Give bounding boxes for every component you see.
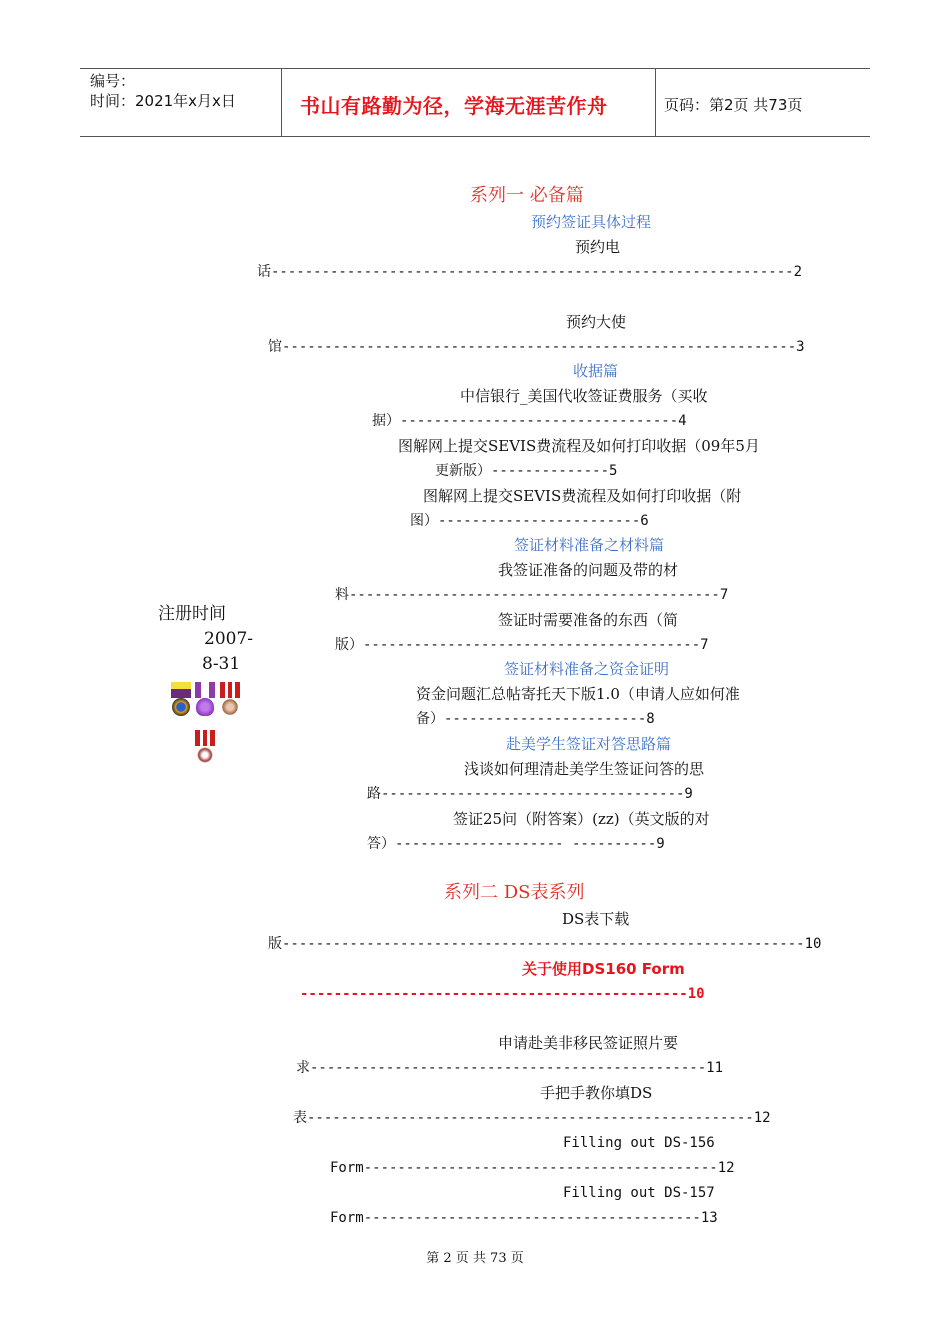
medal-badge-2-icon (193, 682, 217, 722)
toc-entry-brief-list-line1[interactable]: 签证时需要准备的东西（简 (498, 611, 679, 629)
header-divider-left (281, 68, 282, 136)
toc-entry-25-questions-line2[interactable]: 答）-------------------- ----------9 (367, 836, 665, 852)
page-footer: 第 2 页 共 73 页 (426, 1251, 524, 1266)
toc-entry-ds156-line2[interactable]: Form------------------------------------------12 (330, 1160, 735, 1176)
toc-entry-sevis-illustrated-line1[interactable]: 图解网上提交SEVIS费流程及如何打印收据（附 (423, 487, 742, 505)
toc-entry-sevis-updated-line2[interactable]: 更新版）--------------5 (435, 463, 618, 479)
toc-entry-ds157-line1[interactable]: Filling out DS-157 (563, 1185, 715, 1201)
toc-entry-fill-ds-line2[interactable]: 表-----------------------------------------------------12 (293, 1110, 771, 1126)
toc-entry-fill-ds-line1[interactable]: 手把手教你填DS (540, 1084, 653, 1102)
toc-entry-interview-thoughts-line2[interactable]: 路------------------------------------9 (367, 786, 693, 802)
toc-entry-25-questions-line1[interactable]: 签证25问（附答案）(zz)（英文版的对 (453, 810, 710, 828)
toc-entry-citic-line1[interactable]: 中信银行_美国代收签证费服务（买收 (460, 387, 708, 405)
toc-entry-ds156-line1[interactable]: Filling out DS-156 (563, 1135, 715, 1151)
toc-entry-phone-line2[interactable]: 话--------------------------------------------------------------2 (257, 264, 803, 280)
medal-badge-1-icon (169, 682, 193, 722)
toc-entry-ds-download-line1[interactable]: DS表下载 (562, 910, 630, 928)
header-motto: 书山有路勤为径，学海无涯苦作舟 (300, 94, 608, 118)
toc-entry-ds160-line1[interactable]: 关于使用DS160 Form (522, 960, 685, 978)
toc-entry-ds160-line2[interactable]: ----------------------------------------------10 (300, 986, 705, 1002)
register-date: 8-31 (202, 654, 241, 674)
toc-entry-sevis-illustrated-line2[interactable]: 图）------------------------6 (410, 513, 649, 529)
medal-badge-4-icon (193, 730, 217, 770)
header-top-rule (80, 68, 870, 69)
toc-entry-sevis-updated-line1[interactable]: 图解网上提交SEVIS费流程及如何打印收据（09年5月 (398, 437, 760, 455)
toc-entry-ds-download-line2[interactable]: 版--------------------------------------------------------------10 (268, 936, 822, 952)
toc-entry-photo-requirements-line2[interactable]: 求-----------------------------------------------11 (296, 1060, 724, 1076)
document-number-label: 编号： (90, 72, 136, 90)
series1-subheading-materials[interactable]: 签证材料准备之材料篇 (514, 536, 665, 554)
toc-entry-embassy-line2[interactable]: 馆-------------------------------------------------------------3 (268, 339, 805, 355)
series2-title: 系列二 DS表系列 (444, 882, 585, 903)
series1-subheading-interview[interactable]: 赴美学生签证对答思路篇 (506, 735, 672, 753)
toc-entry-interview-thoughts-line1[interactable]: 浅谈如何理清赴美学生签证问答的思 (464, 760, 705, 778)
toc-entry-funds-summary-line1[interactable]: 资金问题汇总帖寄托天下版1.0（申请人应如何准 (416, 685, 740, 703)
series1-subheading-funds[interactable]: 签证材料准备之资金证明 (504, 660, 670, 678)
toc-entry-phone-line1[interactable]: 预约电 (575, 238, 621, 256)
toc-entry-my-materials-line2[interactable]: 料--------------------------------------------7 (335, 587, 729, 603)
series1-subheading-appointment[interactable]: 预约签证具体过程 (531, 213, 652, 231)
toc-entry-ds157-line2[interactable]: Form----------------------------------------13 (330, 1210, 718, 1226)
toc-entry-embassy-line1[interactable]: 预约大使 (566, 313, 627, 331)
register-year: 2007- (204, 629, 254, 649)
register-time-label: 注册时间 (158, 604, 226, 624)
header-bottom-rule (80, 136, 870, 137)
toc-entry-photo-requirements-line1[interactable]: 申请赴美非移民签证照片要 (498, 1034, 679, 1052)
header-divider-right (655, 68, 656, 136)
toc-entry-brief-list-line2[interactable]: 版）----------------------------------------7 (335, 637, 709, 653)
toc-entry-funds-summary-line2[interactable]: 备）------------------------8 (416, 711, 655, 727)
series1-subheading-receipts[interactable]: 收据篇 (573, 362, 619, 380)
document-time-label: 时间：2021年x月x日 (90, 92, 236, 110)
series1-title: 系列一 必备篇 (470, 185, 584, 206)
medal-badge-3-icon (218, 682, 242, 722)
header-page-label: 页码：第2页 共73页 (664, 96, 803, 114)
toc-entry-my-materials-line1[interactable]: 我签证准备的问题及带的材 (498, 561, 679, 579)
toc-entry-citic-line2[interactable]: 据）---------------------------------4 (372, 413, 687, 429)
